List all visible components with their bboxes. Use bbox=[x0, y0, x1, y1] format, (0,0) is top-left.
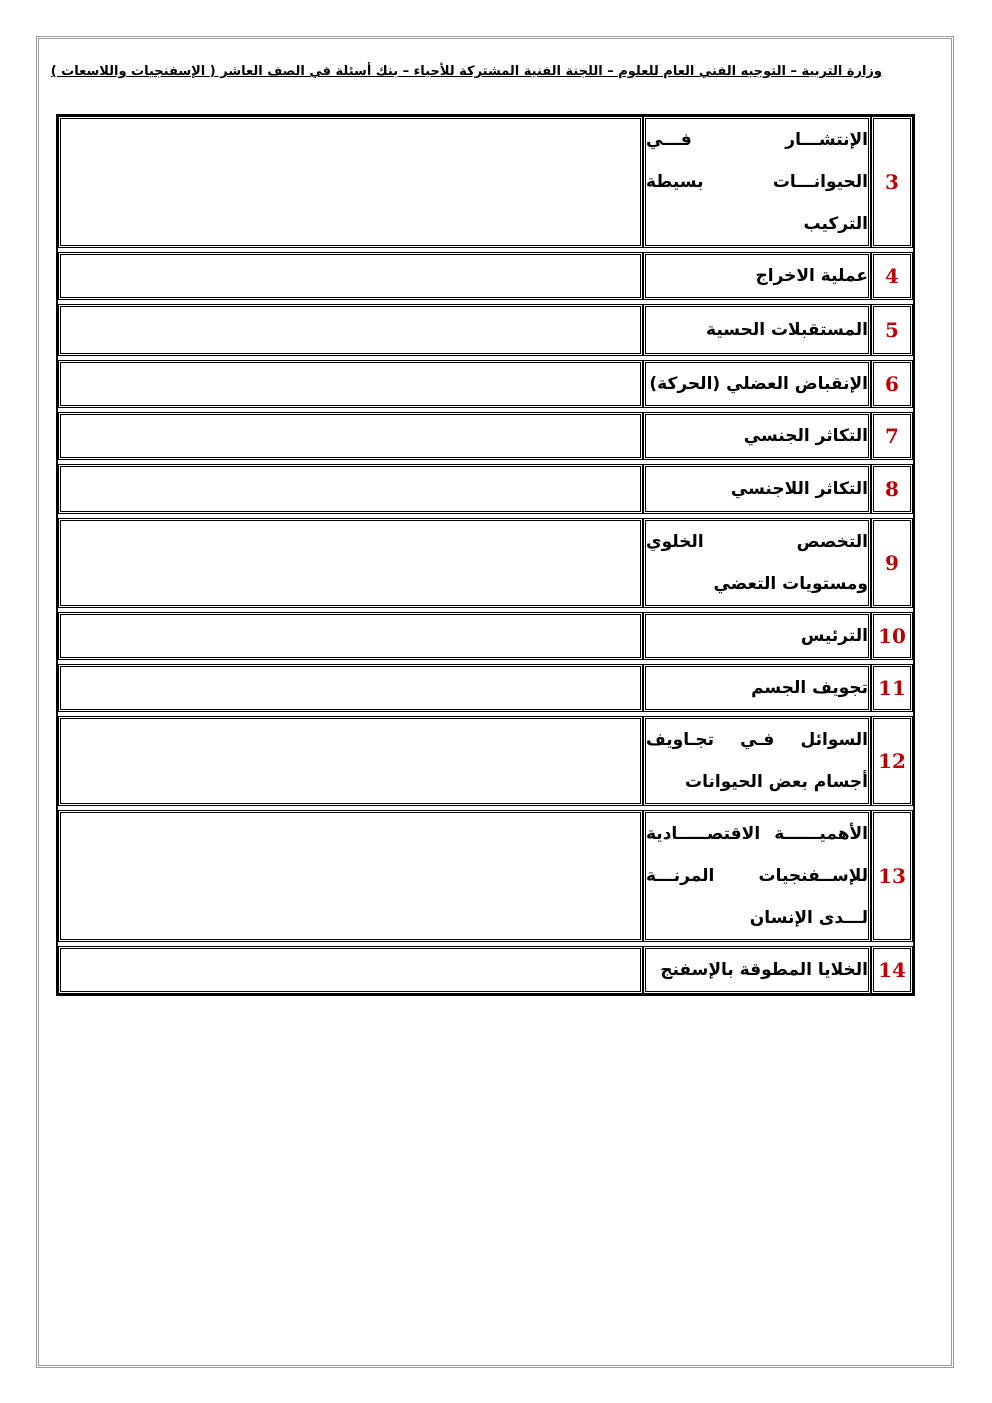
table-row bbox=[58, 304, 913, 356]
table-row bbox=[58, 252, 913, 300]
row-term: السوائل فـي تجـاويف أجسام بعض الحيوانات bbox=[643, 716, 871, 806]
row-number: 11 bbox=[871, 664, 913, 712]
row-term: التكاثر الجنسي bbox=[643, 412, 871, 460]
answer-field[interactable] bbox=[58, 810, 643, 942]
row-term: الأهميــــــة الاقتصـــــادية للإســفنجيات المرنـــة لـــدى الإنسان bbox=[643, 810, 871, 942]
answer-field[interactable] bbox=[58, 116, 643, 248]
row-term: الإنقباض العضلي (الحركة) bbox=[643, 360, 871, 408]
answer-field[interactable] bbox=[58, 612, 643, 660]
row-term: المستقبلات الحسية bbox=[643, 304, 871, 356]
row-number: 6 bbox=[871, 360, 913, 408]
row-term: الإنتشـــار فـــي الحيوانـــات بسيطة التركيب bbox=[643, 116, 871, 248]
answer-field[interactable] bbox=[58, 252, 643, 300]
row-number: 7 bbox=[871, 412, 913, 460]
table-row bbox=[58, 464, 913, 514]
table-row bbox=[58, 946, 913, 994]
table-row bbox=[58, 116, 913, 248]
page-header-title: وزارة التربية – التوجيه الفني العام للعلوم – اللجنة الفنية المشتركة للأحياء – بنك أسئلة في الصف العاشر ( الإسفنجيات واللاسعات ) bbox=[50, 64, 882, 79]
table-row bbox=[58, 810, 913, 942]
table-row bbox=[58, 612, 913, 660]
table-row bbox=[58, 360, 913, 408]
row-term: الترئيس bbox=[643, 612, 871, 660]
row-number: 9 bbox=[871, 518, 913, 608]
row-number: 14 bbox=[871, 946, 913, 994]
answer-field[interactable] bbox=[58, 716, 643, 806]
answer-field[interactable] bbox=[58, 664, 643, 712]
table-row bbox=[58, 664, 913, 712]
row-term: عملية الاخراج bbox=[643, 252, 871, 300]
answer-field[interactable] bbox=[58, 412, 643, 460]
answer-field[interactable] bbox=[58, 304, 643, 356]
row-number: 13 bbox=[871, 810, 913, 942]
row-number: 4 bbox=[871, 252, 913, 300]
answer-field[interactable] bbox=[58, 464, 643, 514]
answer-field[interactable] bbox=[58, 946, 643, 994]
row-term: التكاثر اللاجنسي bbox=[643, 464, 871, 514]
questions-table-container bbox=[56, 114, 915, 996]
table-row bbox=[58, 716, 913, 806]
row-term: التخصص الخلوي ومستويات التعضي bbox=[643, 518, 871, 608]
row-number: 8 bbox=[871, 464, 913, 514]
table-row bbox=[58, 412, 913, 460]
questions-table bbox=[56, 114, 915, 996]
row-number: 12 bbox=[871, 716, 913, 806]
row-number: 10 bbox=[871, 612, 913, 660]
answer-field[interactable] bbox=[58, 518, 643, 608]
row-term: تجويف الجسم bbox=[643, 664, 871, 712]
row-number: 5 bbox=[871, 304, 913, 356]
table-row bbox=[58, 518, 913, 608]
answer-field[interactable] bbox=[58, 360, 643, 408]
row-term: الخلايا المطوقة بالإسفنج bbox=[643, 946, 871, 994]
row-number: 3 bbox=[871, 116, 913, 248]
